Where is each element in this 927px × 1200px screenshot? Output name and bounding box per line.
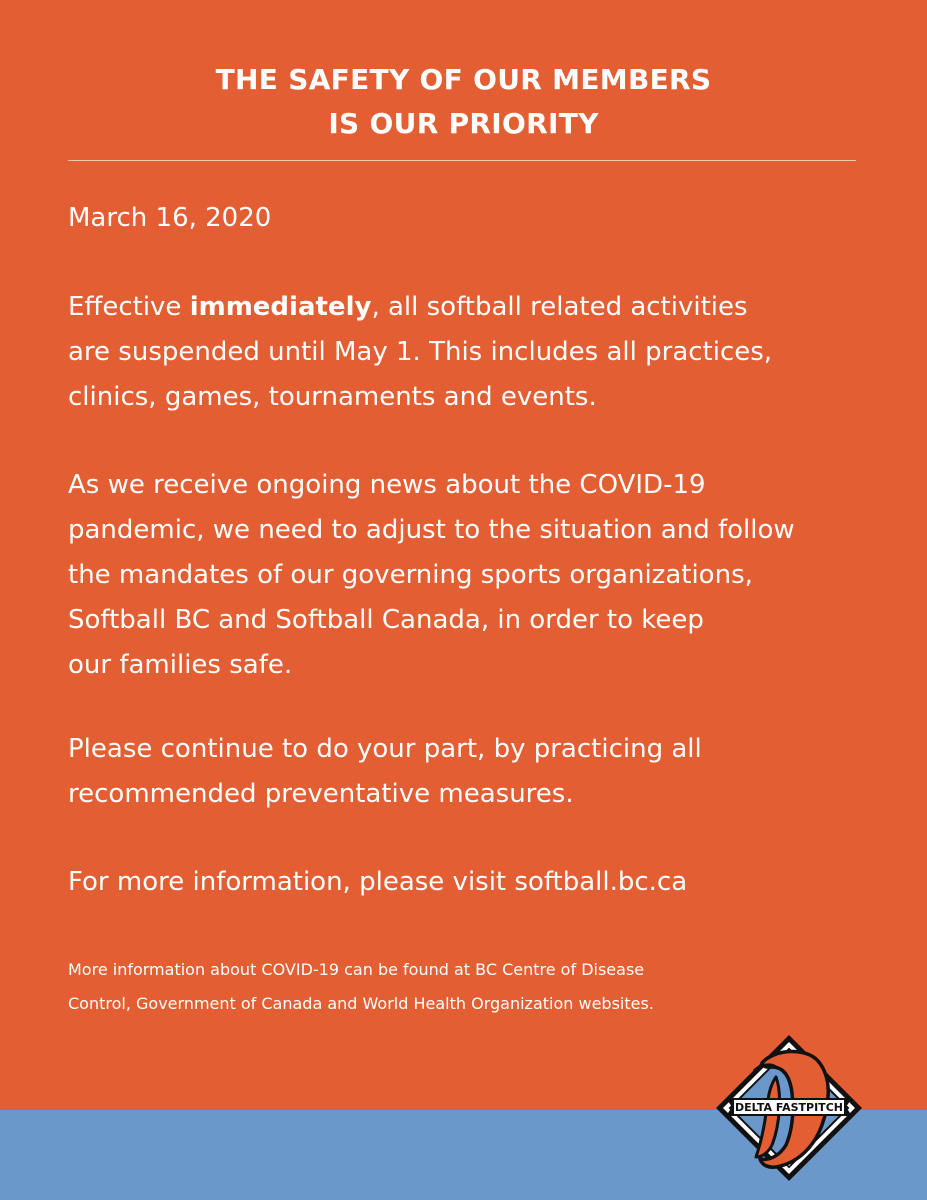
paragraph-more-info: For more information, please visit softball.bc.ca (68, 867, 688, 897)
logo-banner-text: DELTA FASTPITCH (735, 1101, 843, 1114)
footnote (68, 953, 868, 1021)
paragraph-line: our families safe. (68, 650, 293, 680)
paragraph-line: Softball BC and Softball Canada, in order to keep (68, 605, 704, 635)
lead-rest-text: , all softball related activities (371, 292, 748, 322)
announcement-date: March 16, 2020 (68, 203, 272, 233)
title-line-1: THE SAFETY OF OUR MEMBERS (215, 63, 712, 96)
paragraph-covid-news (68, 463, 868, 688)
paragraph-line: pandemic, we need to adjust to the situation and follow (68, 515, 795, 545)
delta-fastpitch-logo-icon (714, 1033, 864, 1183)
paragraph-line: Please continue to do your part, by practicing all (68, 734, 702, 764)
paragraph-line: are suspended until May 1. This includes all practices, (68, 337, 773, 367)
paragraph-line: As we receive ongoing news about the COVID-19 (68, 470, 706, 500)
paragraph-line (68, 285, 868, 330)
emphasis-text: immediately (189, 292, 372, 322)
paragraph-line: recommended preventative measures. (68, 779, 574, 809)
paragraph-do-your-part (68, 727, 868, 817)
title-divider (68, 160, 856, 161)
footnote-line: More information about COVID-19 can be found at BC Centre of Disease (68, 960, 645, 979)
title-line-2: IS OUR PRIORITY (328, 107, 599, 140)
footnote-line: Control, Government of Canada and World Health Organization websites. (68, 994, 654, 1013)
lead-text: Effective (68, 292, 190, 322)
paragraph-suspension (68, 285, 868, 420)
page-title (0, 58, 927, 146)
paragraph-line: clinics, games, tournaments and events. (68, 382, 597, 412)
paragraph-line: the mandates of our governing sports organizations, (68, 560, 753, 590)
